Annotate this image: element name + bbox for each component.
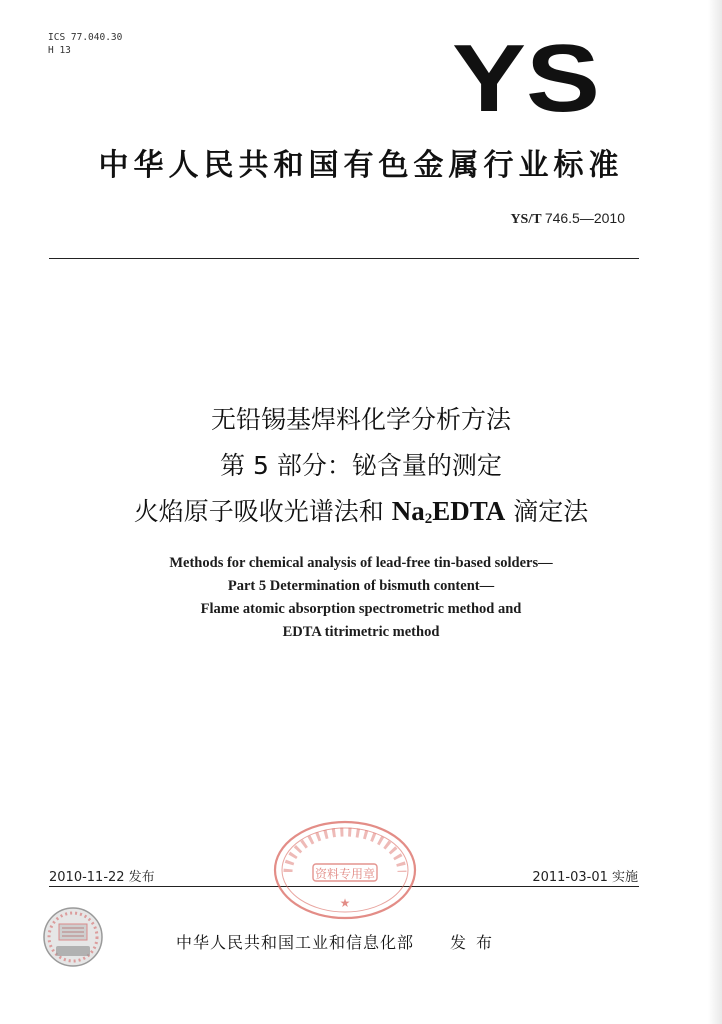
standard-category-title: 中华人民共和国有色金属行业标准 [98, 148, 624, 183]
archive-seal-stamp [270, 810, 420, 922]
na-subscript: 2 [424, 511, 433, 527]
classification-codes [48, 31, 122, 57]
ys-logo [452, 33, 602, 119]
english-title-line-4: EDTA titrimetric method [282, 624, 440, 640]
standard-number [470, 210, 625, 228]
ys-logo-text: YS [452, 33, 600, 119]
header-divider [49, 258, 639, 259]
seal-center-text: 资料专用章 [314, 867, 376, 881]
title-line3-part2: 滴定法 [505, 497, 589, 526]
issuer-name: 中华人民共和国工业和信息化部 [176, 933, 415, 952]
chinese-title-line-2: 第 5 部分：铋含量的测定 [220, 451, 502, 480]
title-na-formula [392, 496, 506, 526]
issuing-authority [176, 930, 502, 953]
ics-code: ICS 77.040.30 [48, 32, 123, 43]
na-symbol: Na [391, 496, 425, 526]
title-line3-part1: 火焰原子吸收光谱法和 [133, 497, 392, 526]
certification-seal-icon [42, 906, 104, 968]
standard-prefix: YS/T [510, 212, 542, 227]
issue-date: 2010-11-22 发布 [49, 870, 155, 885]
english-title-line-3: Flame atomic absorption spectrometric method and [200, 601, 522, 617]
english-title-line-1: Methods for chemical analysis of lead-free tin-based solders— [169, 555, 553, 571]
implementation-date: 2011-03-01 实施 [532, 870, 638, 885]
release-label: 发布 [450, 933, 503, 952]
chinese-title-line-3 [0, 492, 722, 528]
standard-code: 746.5—2010 [544, 210, 625, 226]
svg-text:★: ★ [339, 896, 351, 910]
chinese-title-line-1: 无铅锡基焊料化学分析方法 [210, 405, 511, 434]
english-title-line-2: Part 5 Determination of bismuth content— [227, 578, 495, 594]
ccs-code: H 13 [48, 45, 71, 56]
edta-text: EDTA [432, 496, 506, 526]
